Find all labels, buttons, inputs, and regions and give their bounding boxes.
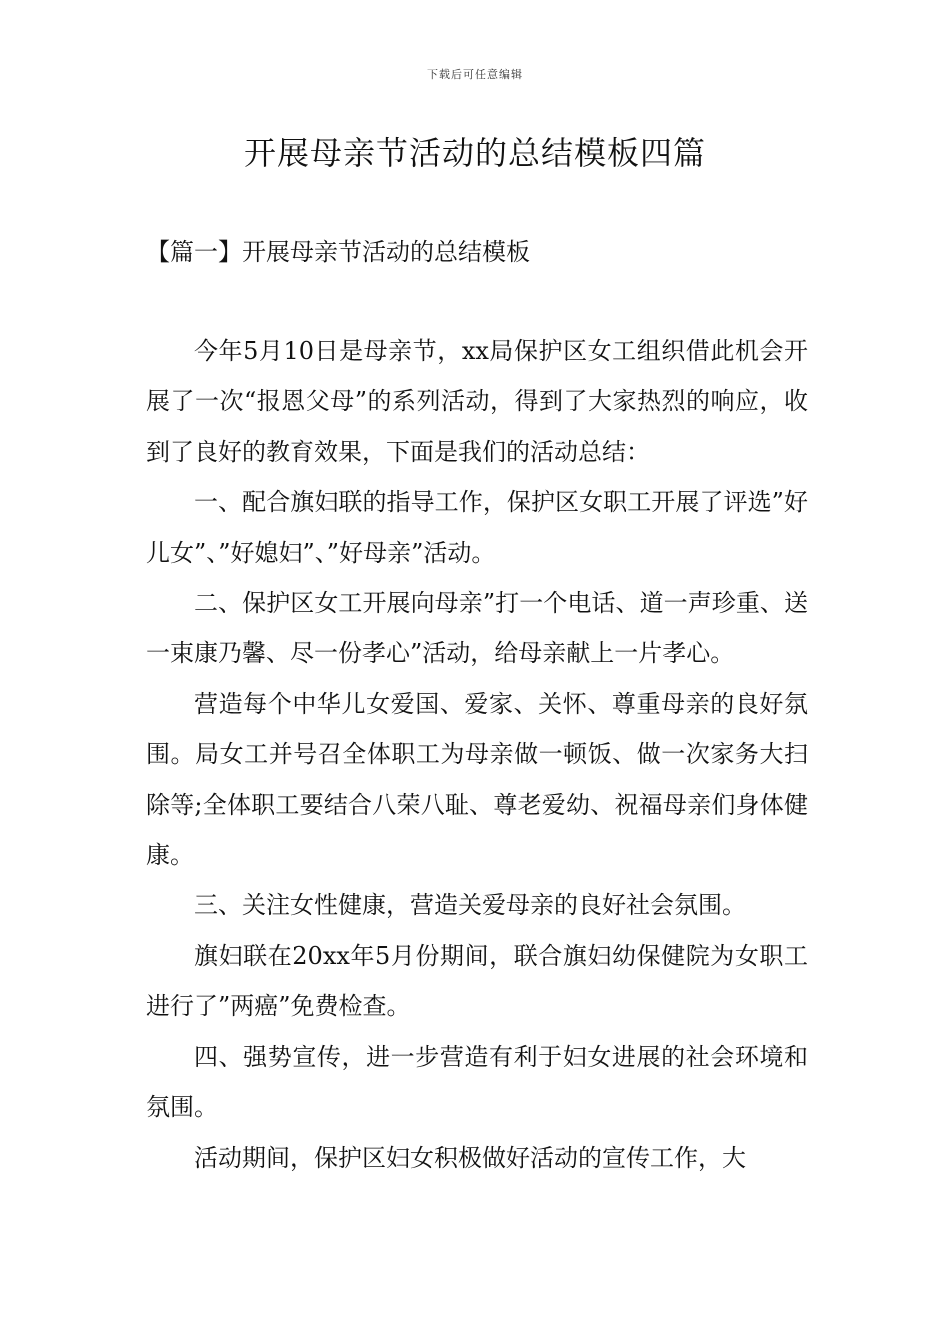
paragraph: 旗妇联在20xx年5月份期间，联合旗妇幼保健院为女职工进行了”两癌”免费检查。: [146, 941, 808, 1021]
paragraph: 三、关注女性健康，营造关爱母亲的良好社会氛围。: [194, 891, 746, 920]
paragraph: 活动期间，保护区妇女积极做好活动的宣传工作，大: [194, 1143, 746, 1172]
paragraph: 一、配合旗妇联的指导工作，保护区女职工开展了评选”好儿女”、”好媳妇”、”好母亲”活动。: [146, 488, 808, 567]
paragraph: 四、强势宣传，进一步营造有利于妇女进展的社会环境和氛围。: [146, 1042, 808, 1122]
paragraph: 营造每个中华儿女爱国、爱家、关怀、尊重母亲的良好氛围。局女工并号召全体职工为母亲做一顿饭、做一次家务大扫除等;全体职工要结合八荣八耻、尊老爱幼、祝福母亲们身体健康。: [146, 689, 808, 870]
header-note: 下载后可任意编辑: [427, 68, 523, 81]
document-title: 开展母亲节活动的总结模板四篇: [243, 134, 706, 172]
paragraph: 二、保护区女工开展向母亲”打一个电话、道一声珍重、送一束康乃馨、尽一份孝心”活动，给母亲献上一片孝心。: [146, 589, 808, 668]
paragraph: 今年5月10日是母亲节，xx局保护区女工组织借此机会开展了一次“报恩父母”的系列活动，得到了大家热烈的响应，收到了良好的教育效果，下面是我们的活动总结：: [146, 337, 808, 466]
document-body: [146, 326, 808, 1183]
section-heading: 【篇一】开展母亲节活动的总结模板: [146, 238, 530, 266]
